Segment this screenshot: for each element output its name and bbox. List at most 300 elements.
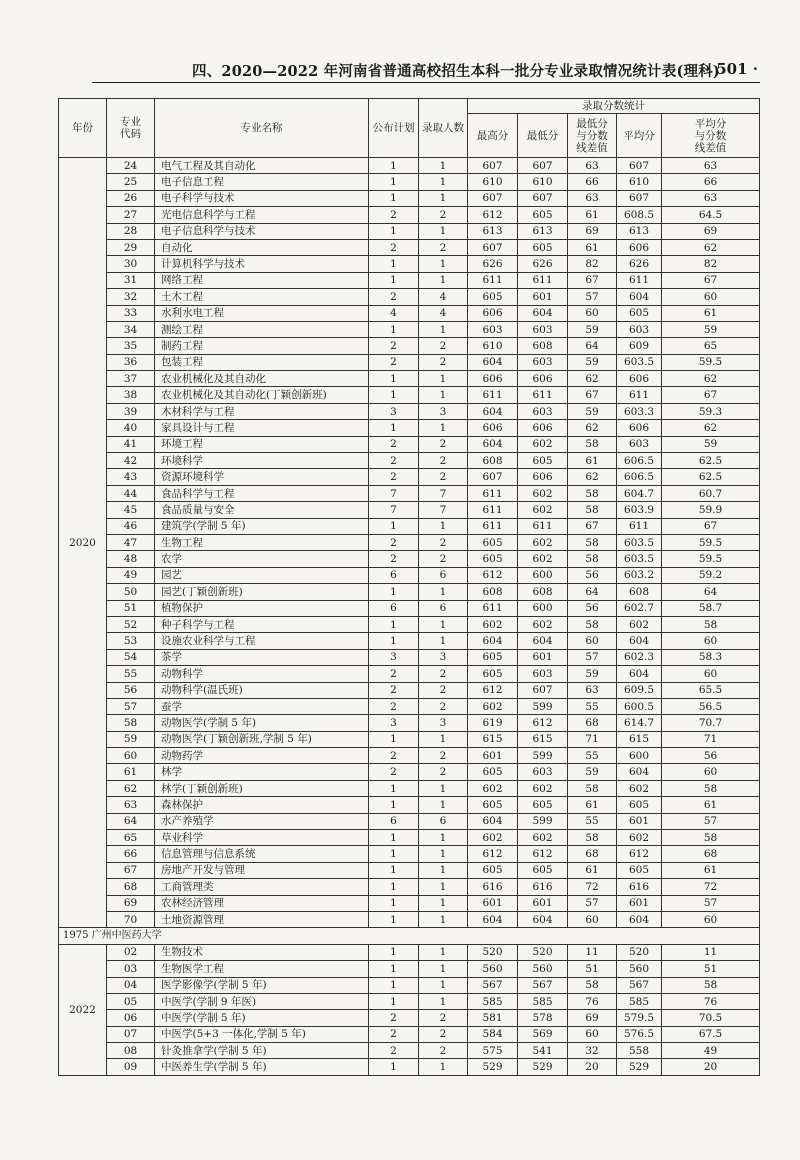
major-cell: 信息管理与信息系统 (155, 846, 369, 862)
min-diff-cell: 61 (568, 239, 617, 255)
table-row (59, 1026, 760, 1042)
plan-cell: 1 (369, 223, 419, 239)
min-cell: 602 (518, 436, 568, 452)
avg-diff-cell: 71 (662, 731, 760, 747)
code-cell: 36 (107, 354, 155, 370)
admitted-cell: 1 (419, 633, 468, 649)
code-cell: 49 (107, 567, 155, 583)
max-cell: 605 (468, 534, 518, 550)
max-cell: 520 (468, 944, 518, 960)
min-cell: 602 (518, 534, 568, 550)
plan-cell: 2 (369, 354, 419, 370)
max-cell: 604 (468, 633, 518, 649)
page-number: · 501 · (705, 60, 758, 78)
avg-cell: 558 (617, 1043, 662, 1059)
max-cell: 605 (468, 289, 518, 305)
avg-cell: 603 (617, 321, 662, 337)
min-diff-cell: 56 (568, 567, 617, 583)
table-header (59, 99, 760, 158)
min-cell: 602 (518, 830, 568, 846)
min-cell: 602 (518, 551, 568, 567)
admitted-cell: 1 (419, 371, 468, 387)
avg-diff-cell: 67 (662, 518, 760, 534)
col-header-min: 最低分 (518, 114, 568, 158)
avg-diff-cell: 70.7 (662, 715, 760, 731)
code-cell: 29 (107, 239, 155, 255)
min-diff-cell: 55 (568, 698, 617, 714)
avg-cell: 613 (617, 223, 662, 239)
major-cell: 电气工程及其自动化 (155, 158, 369, 174)
avg-cell: 603.3 (617, 403, 662, 419)
min-diff-cell: 57 (568, 895, 617, 911)
min-diff-cell: 60 (568, 911, 617, 927)
min-diff-cell: 58 (568, 436, 617, 452)
table-row (59, 977, 760, 993)
plan-cell: 2 (369, 436, 419, 452)
table-row (59, 879, 760, 895)
table-row (59, 895, 760, 911)
avg-diff-cell: 67 (662, 272, 760, 288)
avg-cell: 600 (617, 748, 662, 764)
major-cell: 测绘工程 (155, 321, 369, 337)
table-row (59, 223, 760, 239)
year-cell: 2020 (59, 158, 107, 928)
avg-cell: 607 (617, 158, 662, 174)
table-row (59, 616, 760, 632)
admitted-cell: 1 (419, 616, 468, 632)
min-cell: 611 (518, 272, 568, 288)
admitted-cell: 1 (419, 321, 468, 337)
min-diff-cell: 51 (568, 961, 617, 977)
admitted-cell: 3 (419, 649, 468, 665)
major-cell: 园艺 (155, 567, 369, 583)
table-row (59, 403, 760, 419)
plan-cell: 1 (369, 256, 419, 272)
avg-cell: 576.5 (617, 1026, 662, 1042)
avg-diff-cell: 72 (662, 879, 760, 895)
table-row (59, 239, 760, 255)
code-cell: 34 (107, 321, 155, 337)
header-divider (92, 82, 760, 83)
code-cell: 09 (107, 1059, 155, 1075)
min-diff-cell: 64 (568, 584, 617, 600)
avg-diff-cell: 62.5 (662, 453, 760, 469)
admitted-cell: 1 (419, 272, 468, 288)
col-header-score-group: 录取分数统计 (468, 99, 760, 114)
code-cell: 37 (107, 371, 155, 387)
plan-cell: 1 (369, 944, 419, 960)
plan-cell: 2 (369, 1026, 419, 1042)
table-row (59, 502, 760, 518)
avg-cell: 606.5 (617, 469, 662, 485)
min-diff-cell: 61 (568, 453, 617, 469)
code-cell: 39 (107, 403, 155, 419)
admitted-cell: 1 (419, 174, 468, 190)
max-cell: 601 (468, 895, 518, 911)
major-cell: 中医学(学制 9 年医) (155, 993, 369, 1009)
min-cell: 603 (518, 666, 568, 682)
admitted-cell: 1 (419, 1059, 468, 1075)
table-row (59, 633, 760, 649)
avg-cell: 529 (617, 1059, 662, 1075)
avg-diff-cell: 59.9 (662, 502, 760, 518)
admitted-cell: 1 (419, 862, 468, 878)
table-row (59, 944, 760, 960)
plan-cell: 1 (369, 830, 419, 846)
table-row (59, 682, 760, 698)
table-row (59, 584, 760, 600)
max-cell: 612 (468, 846, 518, 862)
col-header-avg-diff: 平均分与分数线差值 (662, 114, 760, 158)
max-cell: 611 (468, 485, 518, 501)
table-row (59, 469, 760, 485)
admitted-cell: 2 (419, 748, 468, 764)
min-diff-cell: 57 (568, 649, 617, 665)
table-row (59, 993, 760, 1009)
admitted-cell: 2 (419, 207, 468, 223)
plan-cell: 1 (369, 371, 419, 387)
avg-diff-cell: 67 (662, 387, 760, 403)
min-cell: 613 (518, 223, 568, 239)
plan-cell: 1 (369, 616, 419, 632)
plan-cell: 1 (369, 977, 419, 993)
min-diff-cell: 59 (568, 666, 617, 682)
avg-diff-cell: 59 (662, 436, 760, 452)
min-cell: 626 (518, 256, 568, 272)
max-cell: 605 (468, 666, 518, 682)
plan-cell: 2 (369, 239, 419, 255)
plan-cell: 2 (369, 682, 419, 698)
min-cell: 569 (518, 1026, 568, 1042)
min-diff-cell: 69 (568, 223, 617, 239)
major-cell: 生物医学工程 (155, 961, 369, 977)
table-row (59, 305, 760, 321)
plan-cell: 6 (369, 600, 419, 616)
admitted-cell: 1 (419, 780, 468, 796)
code-cell: 52 (107, 616, 155, 632)
table-row (59, 354, 760, 370)
major-cell: 中医学(5+3 一体化,学制 5 年) (155, 1026, 369, 1042)
min-cell: 600 (518, 600, 568, 616)
plan-cell: 3 (369, 649, 419, 665)
avg-cell: 604 (617, 633, 662, 649)
admitted-cell: 7 (419, 485, 468, 501)
min-cell: 578 (518, 1010, 568, 1026)
code-cell: 60 (107, 748, 155, 764)
max-cell: 575 (468, 1043, 518, 1059)
table-body-2022 (59, 944, 760, 1075)
table-row (59, 190, 760, 206)
admitted-cell: 2 (419, 764, 468, 780)
min-cell: 606 (518, 469, 568, 485)
avg-diff-cell: 60 (662, 764, 760, 780)
admitted-cell: 2 (419, 666, 468, 682)
plan-cell: 7 (369, 485, 419, 501)
avg-diff-cell: 58 (662, 780, 760, 796)
min-diff-cell: 72 (568, 879, 617, 895)
max-cell: 567 (468, 977, 518, 993)
max-cell: 605 (468, 551, 518, 567)
code-cell: 25 (107, 174, 155, 190)
avg-diff-cell: 60 (662, 633, 760, 649)
plan-cell: 1 (369, 862, 419, 878)
avg-cell: 611 (617, 272, 662, 288)
admitted-cell: 1 (419, 158, 468, 174)
min-cell: 608 (518, 584, 568, 600)
min-cell: 602 (518, 616, 568, 632)
avg-cell: 616 (617, 879, 662, 895)
plan-cell: 1 (369, 961, 419, 977)
code-cell: 04 (107, 977, 155, 993)
avg-diff-cell: 20 (662, 1059, 760, 1075)
min-diff-cell: 68 (568, 715, 617, 731)
admitted-cell: 1 (419, 584, 468, 600)
code-cell: 51 (107, 600, 155, 616)
avg-cell: 604 (617, 764, 662, 780)
min-cell: 603 (518, 764, 568, 780)
avg-diff-cell: 64.5 (662, 207, 760, 223)
plan-cell: 2 (369, 764, 419, 780)
avg-cell: 604 (617, 289, 662, 305)
school-name: 1975 广州中医药大学 (59, 928, 760, 944)
min-cell: 600 (518, 567, 568, 583)
min-cell: 605 (518, 207, 568, 223)
major-cell: 林学 (155, 764, 369, 780)
year-cell: 2022 (59, 944, 107, 1075)
min-cell: 520 (518, 944, 568, 960)
code-cell: 50 (107, 584, 155, 600)
avg-diff-cell: 65.5 (662, 682, 760, 698)
max-cell: 607 (468, 158, 518, 174)
max-cell: 602 (468, 830, 518, 846)
major-cell: 茶学 (155, 649, 369, 665)
avg-cell: 585 (617, 993, 662, 1009)
major-cell: 设施农业科学与工程 (155, 633, 369, 649)
avg-cell: 604.7 (617, 485, 662, 501)
plan-cell: 1 (369, 420, 419, 436)
plan-cell: 1 (369, 780, 419, 796)
min-diff-cell: 76 (568, 993, 617, 1009)
code-cell: 28 (107, 223, 155, 239)
avg-cell: 600.5 (617, 698, 662, 714)
major-cell: 植物保护 (155, 600, 369, 616)
avg-diff-cell: 56.5 (662, 698, 760, 714)
table-row (59, 1059, 760, 1075)
admitted-cell: 6 (419, 600, 468, 616)
avg-diff-cell: 49 (662, 1043, 760, 1059)
plan-cell: 4 (369, 305, 419, 321)
plan-cell: 1 (369, 174, 419, 190)
avg-cell: 610 (617, 174, 662, 190)
max-cell: 602 (468, 698, 518, 714)
major-cell: 工商管理类 (155, 879, 369, 895)
code-cell: 07 (107, 1026, 155, 1042)
max-cell: 585 (468, 993, 518, 1009)
plan-cell: 1 (369, 797, 419, 813)
plan-cell: 3 (369, 403, 419, 419)
admitted-cell: 2 (419, 453, 468, 469)
major-cell: 动物医学(丁颖创新班,学制 5 年) (155, 731, 369, 747)
min-cell: 606 (518, 371, 568, 387)
plan-cell: 2 (369, 551, 419, 567)
max-cell: 612 (468, 682, 518, 698)
avg-cell: 606 (617, 239, 662, 255)
code-cell: 05 (107, 993, 155, 1009)
table-row (59, 453, 760, 469)
plan-cell: 1 (369, 846, 419, 862)
min-cell: 607 (518, 190, 568, 206)
table-row (59, 797, 760, 813)
avg-diff-cell: 58 (662, 977, 760, 993)
table-row (59, 551, 760, 567)
min-diff-cell: 62 (568, 469, 617, 485)
max-cell: 581 (468, 1010, 518, 1026)
plan-cell: 1 (369, 272, 419, 288)
code-cell: 62 (107, 780, 155, 796)
avg-cell: 614.7 (617, 715, 662, 731)
min-cell: 603 (518, 321, 568, 337)
major-cell: 农林经济管理 (155, 895, 369, 911)
admitted-cell: 1 (419, 797, 468, 813)
col-header-major: 专业名称 (155, 99, 369, 158)
major-cell: 针灸推拿学(学制 5 年) (155, 1043, 369, 1059)
major-cell: 农业机械化及其自动化 (155, 371, 369, 387)
avg-cell: 602.7 (617, 600, 662, 616)
page-title: 四、2020—2022 年河南省普通高校招生本科一批分专业录取情况统计表(理科) (192, 63, 720, 80)
major-cell: 环境科学 (155, 453, 369, 469)
min-diff-cell: 11 (568, 944, 617, 960)
max-cell: 603 (468, 321, 518, 337)
avg-cell: 603.5 (617, 534, 662, 550)
admitted-cell: 2 (419, 354, 468, 370)
major-cell: 蚕学 (155, 698, 369, 714)
avg-diff-cell: 60 (662, 666, 760, 682)
major-cell: 建筑学(学制 5 年) (155, 518, 369, 534)
avg-diff-cell: 61 (662, 305, 760, 321)
avg-diff-cell: 51 (662, 961, 760, 977)
plan-cell: 2 (369, 469, 419, 485)
admitted-cell: 3 (419, 403, 468, 419)
avg-diff-cell: 59 (662, 321, 760, 337)
avg-diff-cell: 70.5 (662, 1010, 760, 1026)
max-cell: 610 (468, 338, 518, 354)
avg-cell: 605 (617, 305, 662, 321)
plan-cell: 2 (369, 1010, 419, 1026)
major-cell: 动物科学 (155, 666, 369, 682)
avg-cell: 608 (617, 584, 662, 600)
plan-cell: 6 (369, 813, 419, 829)
plan-cell: 2 (369, 338, 419, 354)
major-cell: 园艺(丁颖创新班) (155, 584, 369, 600)
max-cell: 604 (468, 911, 518, 927)
code-cell: 48 (107, 551, 155, 567)
plan-cell: 1 (369, 321, 419, 337)
major-cell: 光电信息科学与工程 (155, 207, 369, 223)
min-cell: 602 (518, 780, 568, 796)
code-cell: 56 (107, 682, 155, 698)
avg-cell: 607 (617, 190, 662, 206)
admitted-cell: 2 (419, 1043, 468, 1059)
avg-cell: 560 (617, 961, 662, 977)
code-cell: 02 (107, 944, 155, 960)
col-header-avg: 平均分 (617, 114, 662, 158)
max-cell: 608 (468, 584, 518, 600)
major-cell: 生物工程 (155, 534, 369, 550)
avg-diff-cell: 58 (662, 830, 760, 846)
code-cell: 65 (107, 830, 155, 846)
code-cell: 43 (107, 469, 155, 485)
plan-cell: 1 (369, 633, 419, 649)
code-cell: 63 (107, 797, 155, 813)
min-cell: 607 (518, 158, 568, 174)
code-cell: 38 (107, 387, 155, 403)
max-cell: 606 (468, 305, 518, 321)
col-header-min-diff: 最低分与分数线差值 (568, 114, 617, 158)
min-cell: 599 (518, 698, 568, 714)
avg-cell: 603.5 (617, 551, 662, 567)
plan-cell: 1 (369, 993, 419, 1009)
min-diff-cell: 58 (568, 830, 617, 846)
avg-cell: 609 (617, 338, 662, 354)
avg-diff-cell: 59.5 (662, 534, 760, 550)
table-row (59, 289, 760, 305)
major-cell: 房地产开发与管理 (155, 862, 369, 878)
min-cell: 604 (518, 633, 568, 649)
table-row (59, 862, 760, 878)
table-row (59, 207, 760, 223)
min-cell: 605 (518, 239, 568, 255)
code-cell: 26 (107, 190, 155, 206)
major-cell: 制药工程 (155, 338, 369, 354)
avg-cell: 611 (617, 387, 662, 403)
school-row-group (59, 928, 760, 944)
table-row (59, 371, 760, 387)
major-cell: 农业机械化及其自动化(丁颖创新班) (155, 387, 369, 403)
code-cell: 54 (107, 649, 155, 665)
avg-cell: 612 (617, 846, 662, 862)
min-diff-cell: 60 (568, 633, 617, 649)
major-cell: 电子科学与技术 (155, 190, 369, 206)
min-diff-cell: 61 (568, 207, 617, 223)
max-cell: 605 (468, 797, 518, 813)
min-diff-cell: 59 (568, 354, 617, 370)
min-diff-cell: 58 (568, 534, 617, 550)
plan-cell: 1 (369, 879, 419, 895)
page-header (40, 60, 760, 80)
avg-cell: 611 (617, 518, 662, 534)
plan-cell: 2 (369, 207, 419, 223)
min-diff-cell: 32 (568, 1043, 617, 1059)
table-row (59, 321, 760, 337)
min-diff-cell: 58 (568, 780, 617, 796)
admission-statistics-table (58, 98, 760, 1076)
avg-diff-cell: 62 (662, 239, 760, 255)
plan-cell: 2 (369, 453, 419, 469)
avg-cell: 520 (617, 944, 662, 960)
avg-diff-cell: 59.5 (662, 354, 760, 370)
plan-cell: 1 (369, 911, 419, 927)
avg-diff-cell: 60 (662, 911, 760, 927)
table-row (59, 666, 760, 682)
max-cell: 604 (468, 403, 518, 419)
min-cell: 602 (518, 485, 568, 501)
code-cell: 58 (107, 715, 155, 731)
max-cell: 611 (468, 387, 518, 403)
max-cell: 602 (468, 780, 518, 796)
max-cell: 610 (468, 174, 518, 190)
table-row (59, 387, 760, 403)
avg-cell: 615 (617, 731, 662, 747)
